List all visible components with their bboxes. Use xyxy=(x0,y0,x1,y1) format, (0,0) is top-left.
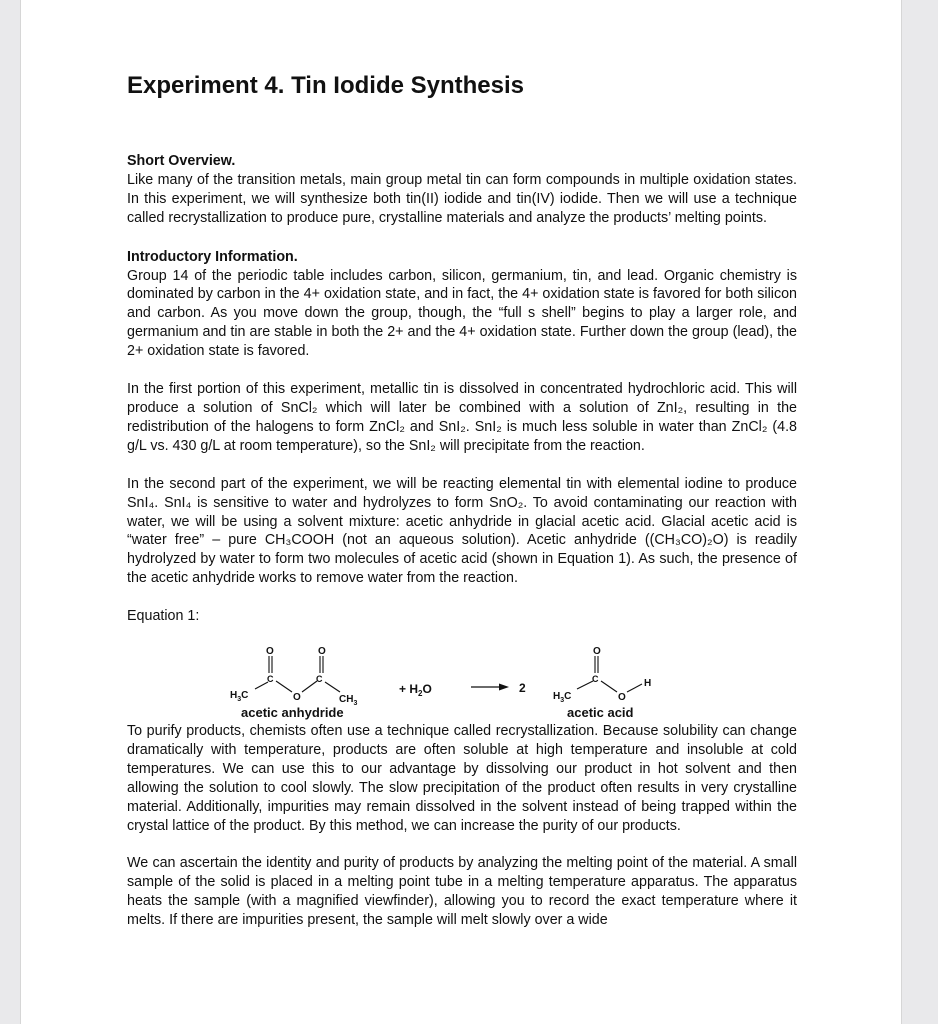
acetic-acid-bonds xyxy=(577,656,642,692)
page-title: Experiment 4. Tin Iodide Synthesis xyxy=(127,72,524,99)
anhydride-o-bridge: O xyxy=(293,692,301,704)
anhydride-h3c: $H_3C$ xyxy=(230,690,249,704)
acid-o-carbonyl: O xyxy=(593,646,601,658)
introductory-text: Group 14 of the periodic table includes carbon, silicon, germanium, tin, and lead. Organic chemistry is dominated by carbon in the 4+ oxidation state, and in fact, the 4+ oxidation state is favored for both silicon and carbon. As you move down the group, though, the “full s shell” begins to play a larger role, and germanium and tin are stable in both the 2+ and the 4+ oxidation state. Further down the group (lead), the 2+ oxidation state is favored. xyxy=(127,267,797,360)
plus-water: + $H_2O$ xyxy=(399,682,432,699)
product-name: acetic acid xyxy=(567,705,634,721)
introductory-section xyxy=(127,248,797,361)
equation-1 xyxy=(127,626,797,722)
first-portion-paragraph: In the first portion of this experiment, metallic tin is dissolved in concentrated hydrochloric acid. This will produce a solution of SnCl₂ which will later be combined with a solution of ZnI₂, resulting in the redistribution of the halogens to form ZnCl₂ and SnI₂. SnI₂ is much less soluble in water than ZnCl₂ (4.8 g/L vs. 430 g/L at room temperature), so the SnI₂ will precipitate from the reaction. xyxy=(127,381,797,454)
melting-point-paragraph: We can ascertain the identity and purity of products by analyzing the melting point of the material. A small sample of the solid is placed in a melting point tube in a melting temperature apparatus. The apparatus heats the sample (with a magnified viewfinder), allowing you to record the exact temperature where it melts. If there are impurities present, the sample will melt slowly over a wide xyxy=(127,855,797,929)
introductory-heading: Introductory Information. xyxy=(127,248,298,265)
acid-o-hydroxyl: O xyxy=(618,692,626,704)
short-overview-text: Like many of the transition metals, main group metal tin can form compounds in multiple oxidation states. In this experiment, we will synthesize both tin(II) iodide and tin(IV) iodide. Then we will use a technique called recrystallization to produce pure, crystalline materials and analyze the products’ melting points. xyxy=(127,171,797,226)
reaction-arrow xyxy=(471,684,509,691)
stoichiometric-coefficient: 2 xyxy=(519,681,526,696)
short-overview-section xyxy=(127,152,797,228)
equation-label: Equation 1: xyxy=(127,608,200,625)
recrystallization-paragraph: To purify products, chemists often use a technique called recrystallization. Because solubility can change dramatically with temperature, products are often soluble at high temperature and insoluble at cold temperatures. We can use this to our advantage by dissolving our product in hot solvent and then allowing the solution to cool slowly. The slow precipitation of the product often results in very crystalline material. Additionally, impurities may remain dissolved in the solvent instead of being trapped within the crystal lattice of the product. By this method, we can increase the purity of our products. xyxy=(127,723,797,834)
document-page xyxy=(20,0,902,1024)
equation-1-structure xyxy=(127,626,797,722)
anhydride-o-left: O xyxy=(266,646,274,658)
second-part-paragraph: In the second part of the experiment, we will be reacting elemental tin with elemental iodine to produce SnI₄. SnI₄ is sensitive to water and hydrolyzes to form SnO₂. To avoid contaminating our reaction with water, we will be using a solvent mixture: acetic anhydride in glacial acetic acid. Glacial acetic acid is “water free” – pure CH₃COOH (not an aqueous solution). Acetic anhydride ((CH₃CO)₂O) is readily hydrolyzed by water to form two molecules of acetic acid (shown in Equation 1). As such, the presence of the acetic anhydride works to remove water from the reaction. xyxy=(127,475,797,587)
acid-c: C xyxy=(592,674,599,685)
anhydride-c-left: C xyxy=(267,674,274,685)
anhydride-o-right: O xyxy=(318,646,326,658)
acid-h: H xyxy=(644,678,652,690)
anhydride-c-right: C xyxy=(316,674,323,685)
document-content xyxy=(127,72,797,930)
short-overview-heading: Short Overview. xyxy=(127,153,236,169)
anhydride-ch3: $CH_3$ xyxy=(339,694,358,708)
acid-h3c: $H_3C$ xyxy=(553,691,572,705)
reactant-name: acetic anhydride xyxy=(241,705,344,721)
